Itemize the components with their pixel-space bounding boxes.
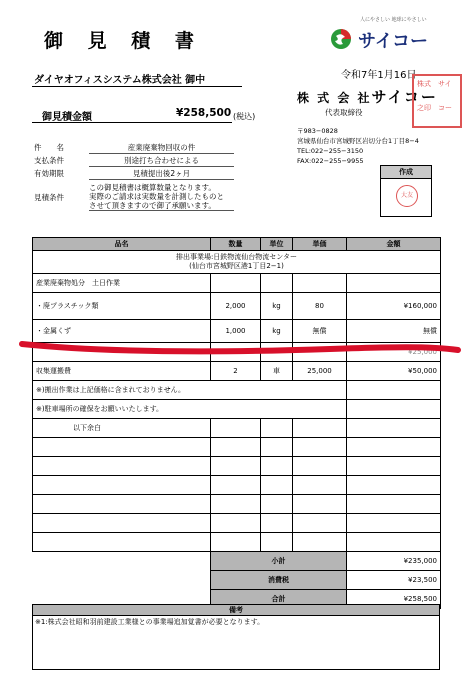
note-line: ※)搬出作業は上記価格に含まれておりません。: [33, 381, 347, 400]
header-amount: 金額: [347, 238, 441, 251]
item-qty: 2,000: [211, 293, 261, 320]
info-value: 産業廃棄物回収の件: [89, 142, 234, 154]
client-name: ダイヤオフィスシステム株式会社 御中: [34, 75, 206, 86]
tax-value: ¥23,500: [347, 571, 441, 590]
issue-date: 令和7年1月16日: [341, 70, 417, 81]
address-line: 宮城県仙台市宮城野区岩切分台1丁目8−4: [297, 137, 419, 145]
client-underline: [32, 86, 242, 87]
table-row: [33, 274, 441, 293]
info-label: 件 名: [34, 143, 64, 152]
info-value: 見積提出後2ヶ月: [89, 168, 234, 180]
transport-price: 25,000: [293, 362, 347, 381]
note-line: ※)駐車場所の確保をお願いいたします。: [33, 400, 347, 419]
info-value: 別途打ち合わせによる: [89, 155, 234, 167]
author-label: 作成: [381, 166, 431, 179]
tax-label: 消費税: [211, 571, 347, 590]
tax-row: [33, 571, 441, 590]
amount-underline: [32, 122, 232, 123]
table-row: [33, 419, 441, 438]
logo-name: サイコー: [358, 31, 429, 52]
item-amount: 無償: [347, 320, 441, 343]
saiko-logo-icon: [330, 28, 352, 50]
company-address: [297, 126, 419, 166]
site-name: 排出事業場:日鉄物流仙台物流センター: [175, 253, 298, 261]
address-tel: TEL:022−255−3150: [297, 147, 364, 155]
company-logo: [330, 14, 450, 54]
item-amount: ¥160,000: [347, 293, 441, 320]
remaining-blank-label: 以下余白: [33, 419, 211, 438]
company-prefix: 株 式 会 社: [297, 91, 372, 105]
item-name: ・廃プラスチック類: [33, 293, 211, 320]
table-row: [33, 362, 441, 381]
seal-text-4: コー: [438, 104, 452, 112]
site-address: (仙台市宮城野区港1丁目2−1): [189, 262, 284, 270]
section-title: 産業廃棄物処分 土日作業: [33, 274, 211, 293]
info-label: 支払条件: [34, 156, 64, 165]
red-scribble-line: [0, 338, 466, 358]
item-name: ・金属くず: [33, 320, 211, 343]
header-price: 単価: [293, 238, 347, 251]
item-unit: kg: [261, 293, 293, 320]
table-row: [33, 400, 441, 419]
remarks-text: ※1:株式会社昭和羽前建設工業様との事業場追加覚書が必要となります。: [35, 618, 265, 626]
total-label: 合計: [211, 590, 347, 609]
item-amount: ¥25,000: [347, 343, 441, 362]
document-title: 御 見 積 書: [44, 30, 203, 52]
header-qty: 数量: [211, 238, 261, 251]
item-price: 80: [293, 293, 347, 320]
table-row: [33, 293, 441, 320]
table-row: [33, 251, 441, 274]
table-header-row: [33, 238, 441, 251]
seal-text-2: サイ: [438, 80, 452, 88]
remarks-box: [32, 604, 440, 670]
transport-amount: ¥50,000: [347, 362, 441, 381]
total-value: ¥258,500: [347, 590, 441, 609]
seal-text-1: 株式: [417, 80, 431, 88]
address-zip: 〒983−0828: [297, 127, 338, 135]
table-row: [33, 381, 441, 400]
transport-unit: 車: [261, 362, 293, 381]
subtotal-value: ¥235,000: [347, 552, 441, 571]
amount-label: 御見積金額: [42, 112, 92, 123]
author-stamp-box: [380, 165, 432, 217]
header-unit: 単位: [261, 238, 293, 251]
info-label: 見積条件: [34, 193, 64, 202]
logo-tagline: 人にやさしい 地球にやさしい: [360, 17, 427, 23]
seal-text-3: 之印: [417, 104, 431, 112]
representative-title: 代表取締役: [325, 108, 363, 117]
info-value: この御見積書は概算数量となります。 実際のご請求は実数量を計測したものと させて頂きますので御了承願います。: [89, 183, 234, 211]
amount-value: ¥258,500: [176, 107, 232, 119]
address-fax: FAX:022−255−9955: [297, 157, 364, 165]
remarks-header: 備考: [33, 605, 439, 616]
subtotal-row: [33, 552, 441, 571]
amount-tax-note: (税込): [233, 112, 256, 121]
site-cell: [33, 251, 441, 274]
subtotal-label: 小計: [211, 552, 347, 571]
company-name: サイコー: [371, 88, 438, 106]
company-seal: [412, 74, 462, 128]
info-label: 有効期限: [34, 169, 64, 178]
transport-name: 収集運搬費: [33, 362, 211, 381]
item-price: 無償: [293, 320, 347, 343]
author-stamp: 大友: [396, 185, 418, 207]
header-item: 品名: [33, 238, 211, 251]
estimate-table: [32, 237, 441, 609]
item-qty: 1,000: [211, 320, 261, 343]
item-unit: kg: [261, 320, 293, 343]
transport-qty: 2: [211, 362, 261, 381]
